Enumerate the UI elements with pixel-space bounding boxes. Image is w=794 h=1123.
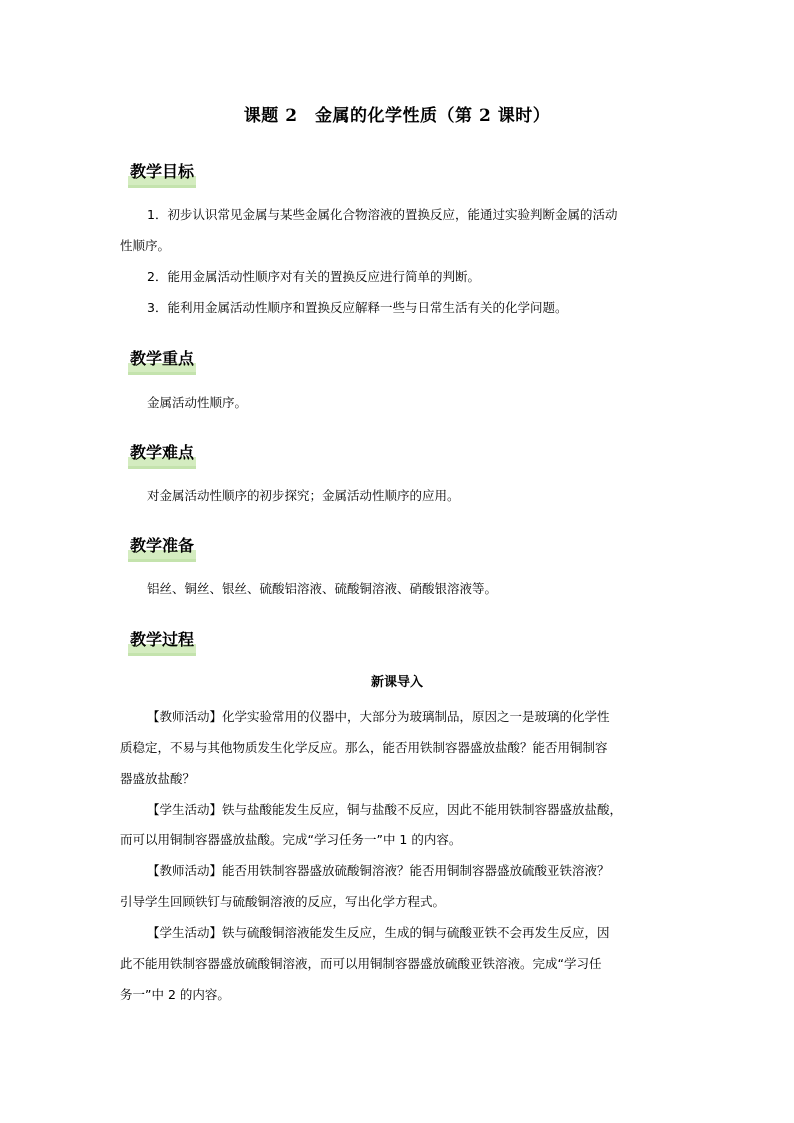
objective-1-line-2: 性顺序。 <box>120 238 171 253</box>
objective-2: 2．能用金属活动性顺序对有关的置换反应进行简单的判断。 <box>147 269 480 284</box>
subheading-intro: 新课导入 <box>370 675 423 690</box>
section-heading-difficulties: 教学难点 <box>128 442 196 469</box>
paragraph-1-line-3: 器盛放盐酸？ <box>120 771 196 786</box>
objective-3: 3．能利用金属活动性顺序和置换反应解释一些与日常生活有关的化学问题。 <box>147 300 568 315</box>
section-heading-key-points: 教学重点 <box>128 348 196 375</box>
paragraph-3-line-2: 引导学生回顾铁钉与硫酸铜溶液的反应，写出化学方程式。 <box>120 894 446 909</box>
objective-1-line-1: 1．初步认识常见金属与某些金属化合物溶液的置换反应，能通过实验判断金属的活动 <box>147 207 618 222</box>
paragraph-3-line-1: 【教师活动】能否用铁制容器盛放硫酸铜溶液？能否用铜制容器盛放硫酸亚铁溶液？ <box>147 863 610 878</box>
preparation-text: 铝丝、铜丝、银丝、硫酸铝溶液、硫酸铜溶液、硝酸银溶液等。 <box>147 581 498 596</box>
section-heading-objectives: 教学目标 <box>128 161 196 188</box>
paragraph-1-line-2: 质稳定，不易与其他物质发生化学反应。那么，能否用铁制容器盛放盐酸？能否用铜制容 <box>120 740 608 755</box>
paragraph-4-line-2: 此不能用铁制容器盛放硫酸铜溶液，而可以用铜制容器盛放硫酸亚铁溶液。完成“学习任 <box>120 956 602 971</box>
paragraph-4-line-3: 务一”中 2 的内容。 <box>120 987 230 1002</box>
difficulties-text: 对金属活动性顺序的初步探究；金属活动性顺序的应用。 <box>147 488 460 503</box>
paragraph-2-line-1: 【学生活动】铁与盐酸能发生反应，铜与盐酸不反应，因此不能用铁制容器盛放盐酸， <box>147 802 623 817</box>
paragraph-2-line-2: 而可以用铜制容器盛放盐酸。完成“学习任务一”中 1 的内容。 <box>120 832 462 847</box>
section-heading-process: 教学过程 <box>128 629 196 656</box>
key-points-text: 金属活动性顺序。 <box>147 395 248 410</box>
paragraph-1-line-1: 【教师活动】化学实验常用的仪器中，大部分为玻璃制品，原因之一是玻璃的化学性 <box>147 709 610 724</box>
page-title: 课题 2 金属的化学性质（第 2 课时） <box>243 106 551 126</box>
section-heading-preparation: 教学准备 <box>128 535 196 562</box>
paragraph-4-line-1: 【学生活动】铁与硫酸铜溶液能发生反应，生成的铜与硫酸亚铁不会再发生反应，因 <box>147 925 610 940</box>
